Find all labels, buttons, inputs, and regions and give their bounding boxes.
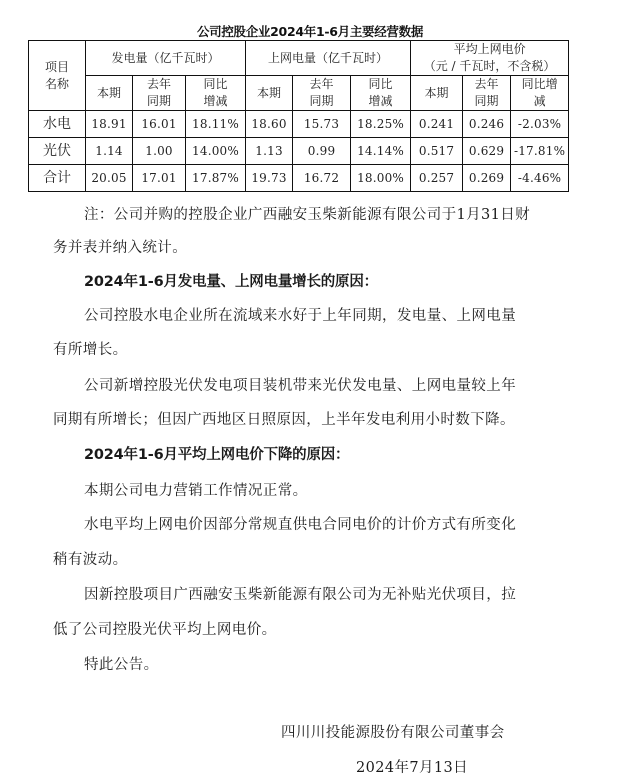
paragraph: 水电平均上网电价因部分常规直供电合同电价的计价方式有所变化 xyxy=(84,517,517,533)
paragraph-cont: 有所增长。 xyxy=(53,342,128,358)
table-row-total: 合计 20.05 17.01 17.87% 19.73 16.72 18.00% 0.257 0.269 -4.46% xyxy=(29,165,569,192)
date: 2024年7月13日 xyxy=(356,760,469,776)
row-name: 光伏 xyxy=(29,138,86,165)
row-header: 项目 名称 xyxy=(29,41,86,111)
paragraph-cont: 同期有所增长；但因广西地区日照原因，上半年发电利用小时数下降。 xyxy=(53,412,515,428)
group-header-price: 平均上网电价 （元 / 千瓦时，不含税） xyxy=(411,41,569,76)
paragraph: 本期公司电力营销工作情况正常。 xyxy=(84,483,308,499)
closing-text: 特此公告。 xyxy=(84,657,159,673)
table-row-solar: 光伏 1.14 1.00 14.00% 1.13 0.99 14.14% 0.517 0.629 -17.81% xyxy=(29,138,569,165)
note-text-cont: 务并表并纳入统计。 xyxy=(53,240,188,256)
row-name: 水电 xyxy=(29,111,86,138)
group-header-generation: 发电量（亿千瓦时） xyxy=(86,41,246,76)
heading-price-decline: 2024年1-6月平均上网电价下降的原因： xyxy=(84,447,350,463)
operating-data-table xyxy=(28,40,569,192)
subheader: 同比增 减 xyxy=(511,76,569,111)
subheader: 同比 增减 xyxy=(186,76,246,111)
paragraph: 因新控股项目广西融安玉柴新能源有限公司为无补贴光伏项目，拉 xyxy=(84,587,517,603)
subheader: 本期 xyxy=(86,76,133,111)
subheader: 去年 同期 xyxy=(463,76,511,111)
note-text: 注：公司并购的控股企业广西融安玉柴新能源有限公司于1月31日财 xyxy=(84,207,531,223)
subheader: 本期 xyxy=(411,76,463,111)
subheader: 去年 同期 xyxy=(293,76,351,111)
table-row-hydro: 水电 18.91 16.01 18.11% 18.60 15.73 18.25% 0.241 0.246 -2.03% xyxy=(29,111,569,138)
subheader: 本期 xyxy=(246,76,293,111)
paragraph: 公司新增控股光伏发电项目装机带来光伏发电量、上网电量较上年 xyxy=(84,378,517,394)
table-title: 公司控股企业2024年1-6月主要经营数据 xyxy=(196,24,424,39)
paragraph: 公司控股水电企业所在流域来水好于上年同期，发电量、上网电量 xyxy=(84,308,517,324)
subheader: 同比 增减 xyxy=(351,76,411,111)
group-header-grid-power: 上网电量（亿千瓦时） xyxy=(246,41,411,76)
paragraph-cont: 稍有波动。 xyxy=(53,552,128,568)
subheader: 去年 同期 xyxy=(133,76,186,111)
signature: 四川川投能源股份有限公司董事会 xyxy=(281,725,505,741)
heading-generation-growth: 2024年1-6月发电量、上网电量增长的原因： xyxy=(84,274,378,290)
row-name: 合计 xyxy=(29,165,86,192)
paragraph-cont: 低了公司控股光伏平均上网电价。 xyxy=(53,622,277,638)
